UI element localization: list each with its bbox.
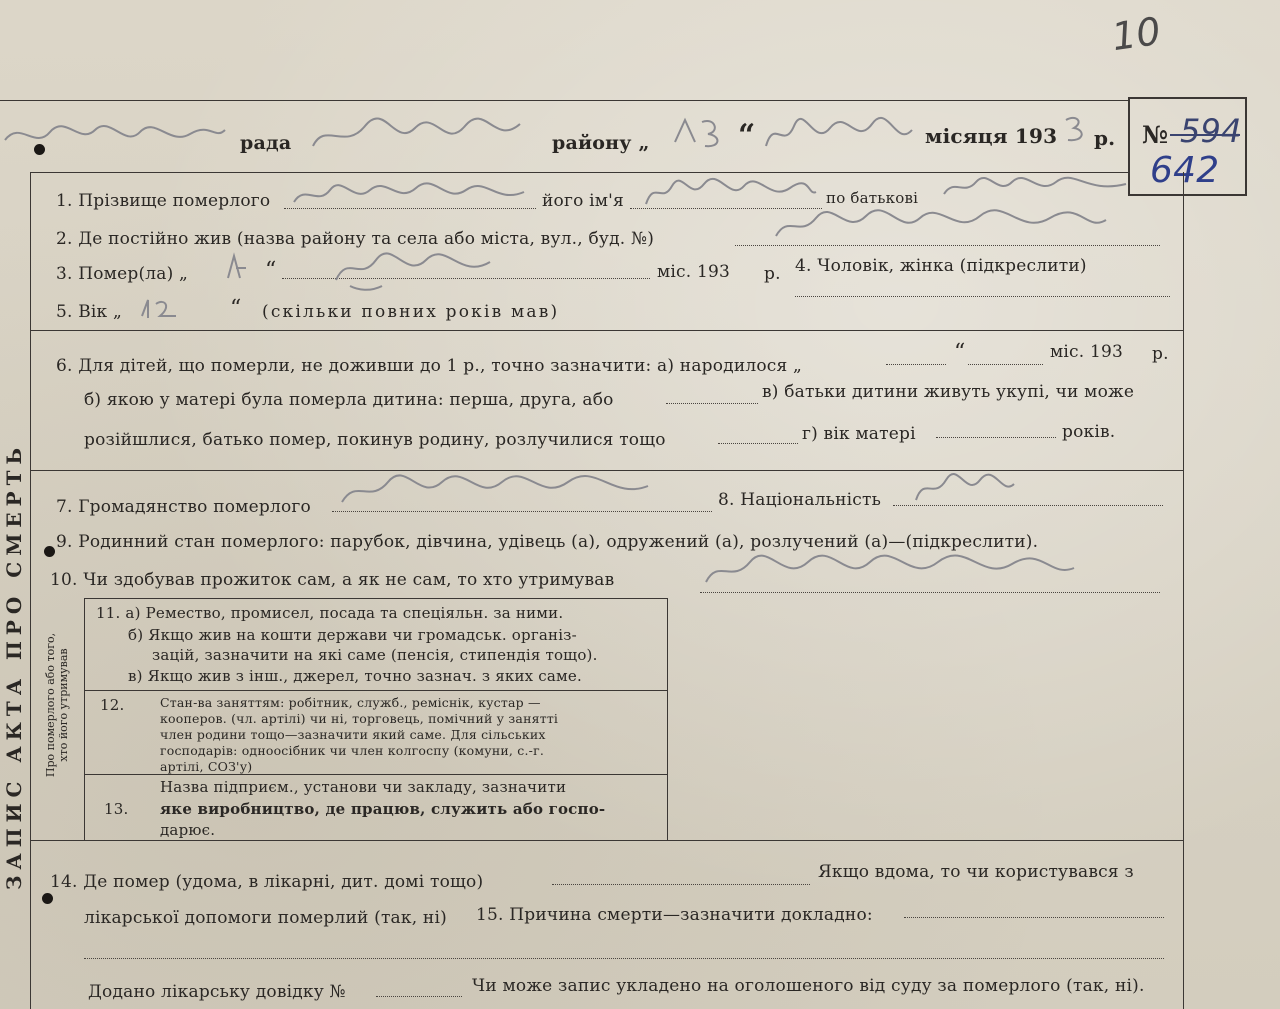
row1-patronymic-label: по батькові xyxy=(826,189,919,207)
row15-cause-line-2 xyxy=(84,958,1164,959)
row6-child-order-label: б) якою у матері була померла дитина: перша, друга, або xyxy=(84,390,614,410)
row3-died-label: 3. Помер(ла) „ xyxy=(56,264,189,284)
row5-age-label: 5. Вік „ xyxy=(56,302,122,322)
header-quote-close: “ xyxy=(738,118,756,153)
row3-month-label: міс. 193 xyxy=(657,262,731,282)
form-right-border xyxy=(1183,172,1184,1009)
handwritten-citizenship xyxy=(336,470,656,510)
handwritten-month xyxy=(760,108,920,158)
handwritten-supporter xyxy=(700,548,1080,592)
inner-side-caption-line2: хто його утримував xyxy=(57,648,70,762)
inner-side-caption xyxy=(44,595,70,815)
record-number-old: 594 xyxy=(1180,112,1242,150)
handwritten-death-month xyxy=(330,246,520,294)
inner-side-caption-line1: Про померлого або того, xyxy=(44,632,57,778)
row6-years-label: років. xyxy=(1062,422,1116,442)
header-rayonu-label: району „ xyxy=(552,132,650,154)
corner-page-number: 10 xyxy=(1109,8,1164,60)
punch-hole-middle xyxy=(44,546,55,557)
row13-line2: яке виробництво, де працюв, служить або госпо- xyxy=(160,800,606,818)
row6-infant-label: 6. Для дітей, що померли, не доживши до 1 р., точно зазначити: а) народилося „ xyxy=(56,356,803,376)
handwritten-surname xyxy=(290,180,530,210)
row12-line4: господарів: одноосібник чи член колгоспу (комуни, с.-г. xyxy=(160,743,544,758)
row14-place-line xyxy=(552,884,810,885)
row13-line3: дарює. xyxy=(160,821,216,839)
row15-medical-label: лікарської допомоги померлий (так, ні) xyxy=(84,908,447,928)
inner-table-right-border xyxy=(667,598,668,840)
inner-table-left-border xyxy=(84,598,85,840)
row5-quote-close: “ xyxy=(230,296,242,321)
row11-state-support-label: б) Якщо жив на кошти держави чи громадськ. організ- xyxy=(128,626,577,644)
row8-nationality-line xyxy=(893,505,1163,506)
row13-num: 13. xyxy=(104,800,129,818)
row6-separated-label: розійшлися, батько помер, покинув родину, розлучилися тощо xyxy=(84,430,666,450)
row12-line1: Стан-ва заняттям: робітник, служб., реміснік, кустар — xyxy=(160,695,541,710)
handwritten-residence xyxy=(770,204,1110,244)
handwritten-patronymic xyxy=(940,172,1130,202)
row7-citizenship-label: 7. Громадянство померлого xyxy=(56,497,311,517)
row4-sex-line xyxy=(795,296,1170,297)
rule-after-row13 xyxy=(30,840,1183,841)
header-rada-label: рада xyxy=(240,132,292,154)
handwritten-nationality xyxy=(910,468,1020,508)
row6-month-label: міс. 193 xyxy=(1050,342,1124,362)
rule-after-row5 xyxy=(30,330,1183,331)
row6-mother-age-label: г) вік матері xyxy=(802,424,916,444)
row6-birth-month-line xyxy=(968,364,1043,365)
row10-support-line xyxy=(700,592,1160,593)
inner-table-top xyxy=(84,598,667,599)
handwritten-year-digit xyxy=(1062,112,1090,146)
row3-r-label: р. xyxy=(764,264,781,284)
row6-parents-label: в) батьки дитини живуть укупі, чи може xyxy=(762,382,1135,402)
row6-child-order-line xyxy=(666,403,758,404)
row8-nationality-label: 8. Національність xyxy=(718,490,882,510)
row3-quote-close: “ xyxy=(265,258,277,283)
row15-cause-label: 15. Причина смерти—зазначити докладно: xyxy=(476,905,873,925)
row6-separated-line xyxy=(718,443,798,444)
inner-table-rule-12-13 xyxy=(84,774,667,775)
handwritten-age xyxy=(138,296,188,322)
row5-full-years-label: (скільки повних років мав) xyxy=(262,302,560,322)
row13-line1: Назва підприєм., установи чи закладу, зазначити xyxy=(160,778,567,796)
row2-residence-line xyxy=(735,245,1160,246)
row14-home-label: Якщо вдома, то чи користувався з xyxy=(818,862,1134,882)
row9-marital-label: 9. Родинний стан померлого: парубок, дівчина, удівець (а), одружений (а), розлучений (а)—(підкреслити). xyxy=(56,532,1039,552)
handwritten-district-name xyxy=(305,106,535,161)
record-number-label: № xyxy=(1142,120,1169,149)
handwritten-death-day xyxy=(222,250,252,284)
row16-certificate-line xyxy=(376,996,462,997)
side-title-border xyxy=(30,172,31,1009)
record-number-new: 642 xyxy=(1150,150,1220,191)
row6-quote-close: “ xyxy=(954,340,966,365)
row4-sex-label: 4. Чоловік, жінка (підкреслити) xyxy=(795,256,1087,276)
row15-cause-line xyxy=(904,917,1164,918)
row1-surname-label: 1. Прізвище померлого xyxy=(56,191,271,211)
record-number-strike xyxy=(1170,134,1240,136)
row6-r-label: р. xyxy=(1152,344,1169,364)
row12-line5: артілі, СОЗ'у) xyxy=(160,759,253,774)
row12-line2: кооперов. (чл. артілі) чи ні, торговець, помічний у занятті xyxy=(160,711,559,726)
row14-place-label: 14. Де помер (удома, в лікарні, дит. домі тощо) xyxy=(50,872,484,892)
row11-other-sources-label: в) Якщо жив з інш., джерел, точно зазнач. з яких саме. xyxy=(128,667,582,685)
punch-hole-bottom xyxy=(42,893,53,904)
row7-citizenship-line xyxy=(332,511,712,512)
row16-certificate-label: Додано лікарську довідку № xyxy=(88,982,346,1002)
inner-table-rule-11-12 xyxy=(84,690,667,691)
row11-state-support-cont: зацій, зазначити на які саме (пенсія, стипендія тощо). xyxy=(152,646,598,664)
row2-residence-label: 2. Де постійно жив (назва району та села або міста, вул., буд. №) xyxy=(56,229,655,249)
side-title: ЗАПИС АКТА ПРО СМЕРТЬ xyxy=(2,441,26,890)
punch-hole-top xyxy=(34,144,45,155)
header-misyatsya-label: місяця 193 xyxy=(925,124,1058,148)
row6-birth-day-line xyxy=(886,364,946,365)
row12-line3: член родини тощо—зазначити який саме. Для сільських xyxy=(160,727,546,742)
row10-support-label: 10. Чи здобував прожиток сам, а як не сам, то хто утримував xyxy=(50,570,615,590)
top-rule xyxy=(0,100,1128,101)
row16-court-label: Чи може запис укладено на оголошеного від суду за померлого (так, ні). xyxy=(472,976,1145,996)
row12-num: 12. xyxy=(100,696,125,714)
header-r-label: р. xyxy=(1094,126,1116,150)
row6-mother-age-line xyxy=(936,437,1056,438)
row1-name-label: його ім'я xyxy=(542,191,624,211)
handwritten-day xyxy=(670,112,730,152)
row11-trade-label: 11. а) Ремество, промисел, посада та спеціяльн. за ними. xyxy=(96,604,564,622)
